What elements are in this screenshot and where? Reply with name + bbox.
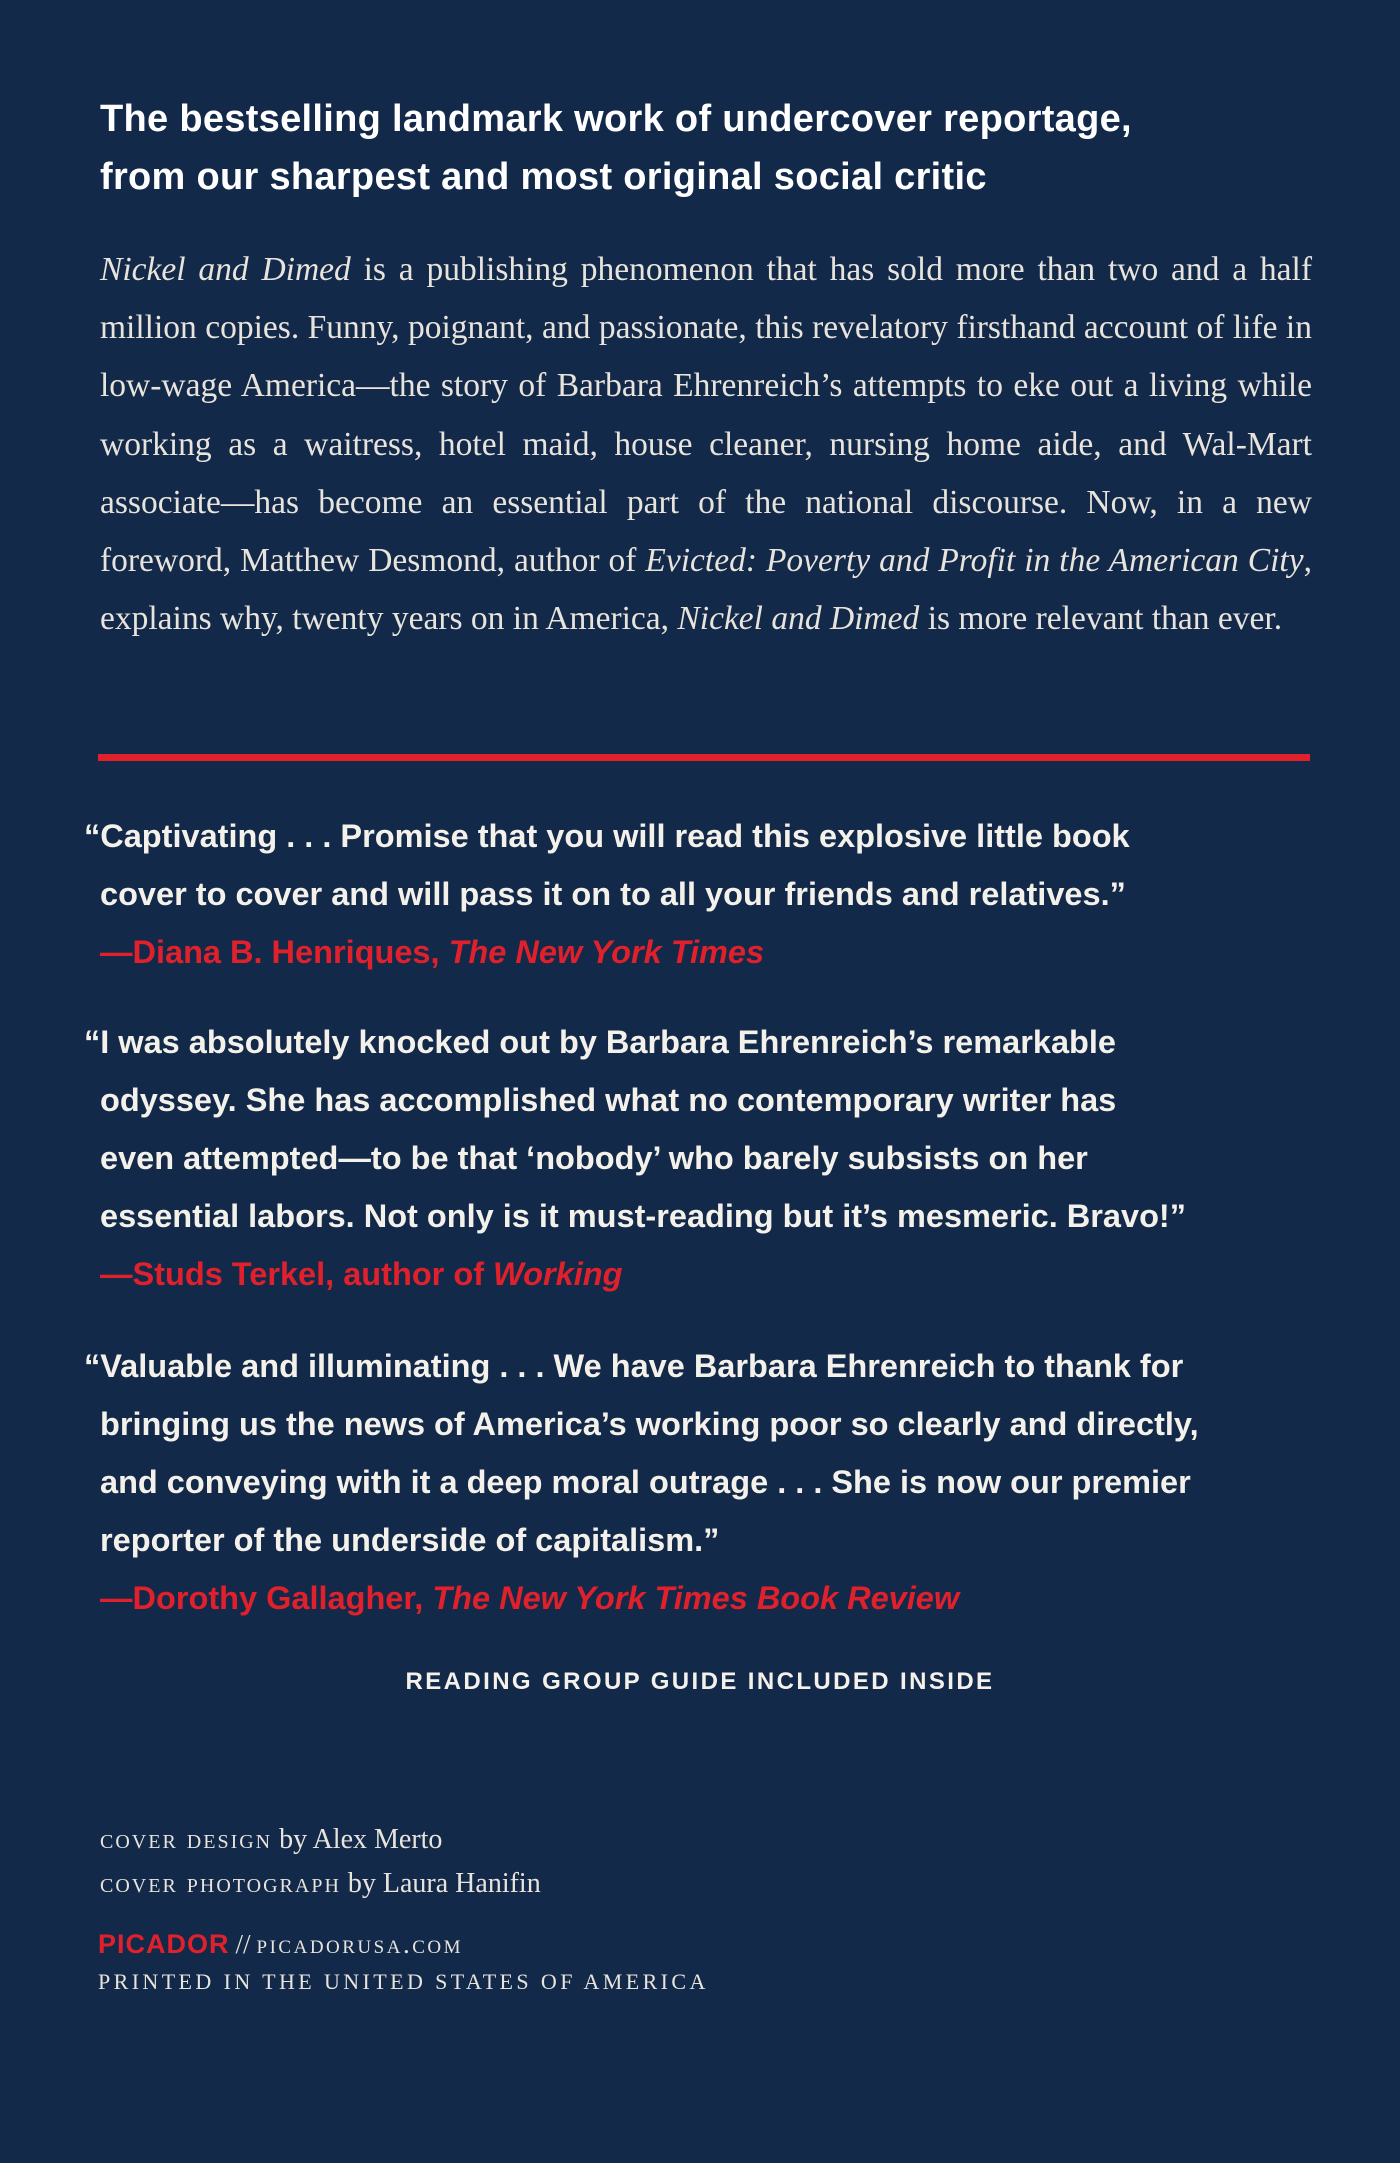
quote-line: essential labors. Not only is it must-reading but it’s mesmeric. Bravo!”	[100, 1198, 1187, 1234]
quote-line: “Captivating . . . Promise that you will read this explosive little book	[84, 818, 1130, 854]
headline-line-2: from our sharpest and most original social critic	[100, 156, 987, 198]
quote-line: “Valuable and illuminating . . . We have Barbara Ehrenreich to thank for	[84, 1348, 1184, 1384]
quote-line: odyssey. She has accomplished what no contemporary writer has	[100, 1082, 1117, 1118]
quote-attribution	[84, 1245, 1324, 1303]
quote-line: even attempted—to be that ‘nobody’ who barely subsists on her	[100, 1140, 1088, 1176]
quote-line: reporter of the underside of capitalism.”	[100, 1522, 720, 1558]
reading-group-note: READING GROUP GUIDE INCLUDED INSIDE	[405, 1668, 995, 1695]
description-text-1: is a publishing phenomenon that has sold more than two and a half million copies. Funny, poignant, and passionate, this revelatory firsthand account of life in low-wage America—the story of Barbara Ehrenreich’s attempts to eke out a living while working as a waitress, hotel maid, house cleaner, nursing home aide, and Wal-Mart associate—has become an essential part of the national discourse. Now, in a new foreword, Matthew Desmond, author of	[100, 251, 1312, 580]
quote-line: “I was absolutely knocked out by Barbara Ehrenreich’s remarkable	[84, 1024, 1116, 1060]
attribution-name: —Dorothy Gallagher,	[100, 1580, 433, 1616]
attribution-publication: The New York Times	[448, 934, 765, 970]
attribution-publication: Working	[493, 1256, 623, 1292]
attribution-publication: The New York Times Book Review	[432, 1580, 960, 1616]
review-quote-2	[84, 1013, 1324, 1303]
quote-attribution	[84, 923, 1324, 981]
publisher-separator: //	[235, 1929, 251, 1959]
quote-attribution	[84, 1569, 1324, 1627]
publisher-website: picadorusa.com	[256, 1929, 463, 1959]
publisher-line	[98, 1924, 463, 1964]
publisher-logo: PICADOR	[98, 1929, 230, 1959]
red-divider	[98, 754, 1310, 761]
attribution-name: —Studs Terkel, author of	[100, 1256, 494, 1292]
description-text-3: is more relevant than ever.	[919, 600, 1283, 638]
headline-line-1: The bestselling landmark work of undercover reportage,	[100, 98, 1132, 140]
review-quote-1	[84, 807, 1324, 981]
cover-designer: by Alex Merto	[272, 1824, 443, 1855]
attribution-name: —Diana B. Henriques,	[100, 934, 449, 970]
cover-photo-label: cover photograph	[100, 1868, 341, 1899]
cover-design-credit	[100, 1818, 541, 1862]
book-title: Nickel and Dimed	[100, 251, 351, 288]
cover-photographer: by Laura Hanifin	[340, 1868, 541, 1899]
description-text-2: , explains why, twenty years on in America,	[100, 542, 1312, 638]
related-book-title: Evicted: Poverty and Profit in the American City	[645, 542, 1304, 580]
book-title-repeat: Nickel and Dimed	[677, 600, 920, 638]
quote-line: and conveying with it a deep moral outrage . . . She is now our premier	[100, 1464, 1191, 1500]
cover-credits	[100, 1818, 541, 1906]
quote-line: bringing us the news of America’s working poor so clearly and directly,	[100, 1406, 1199, 1442]
headline	[100, 90, 1320, 206]
cover-design-label: cover design	[100, 1824, 273, 1855]
review-quote-3	[84, 1337, 1324, 1627]
printed-in-notice: PRINTED IN THE UNITED STATES OF AMERICA	[98, 1969, 709, 1994]
quote-line: cover to cover and will pass it on to all your friends and relatives.”	[100, 876, 1126, 912]
cover-photo-credit	[100, 1862, 541, 1906]
book-description	[100, 241, 1312, 648]
